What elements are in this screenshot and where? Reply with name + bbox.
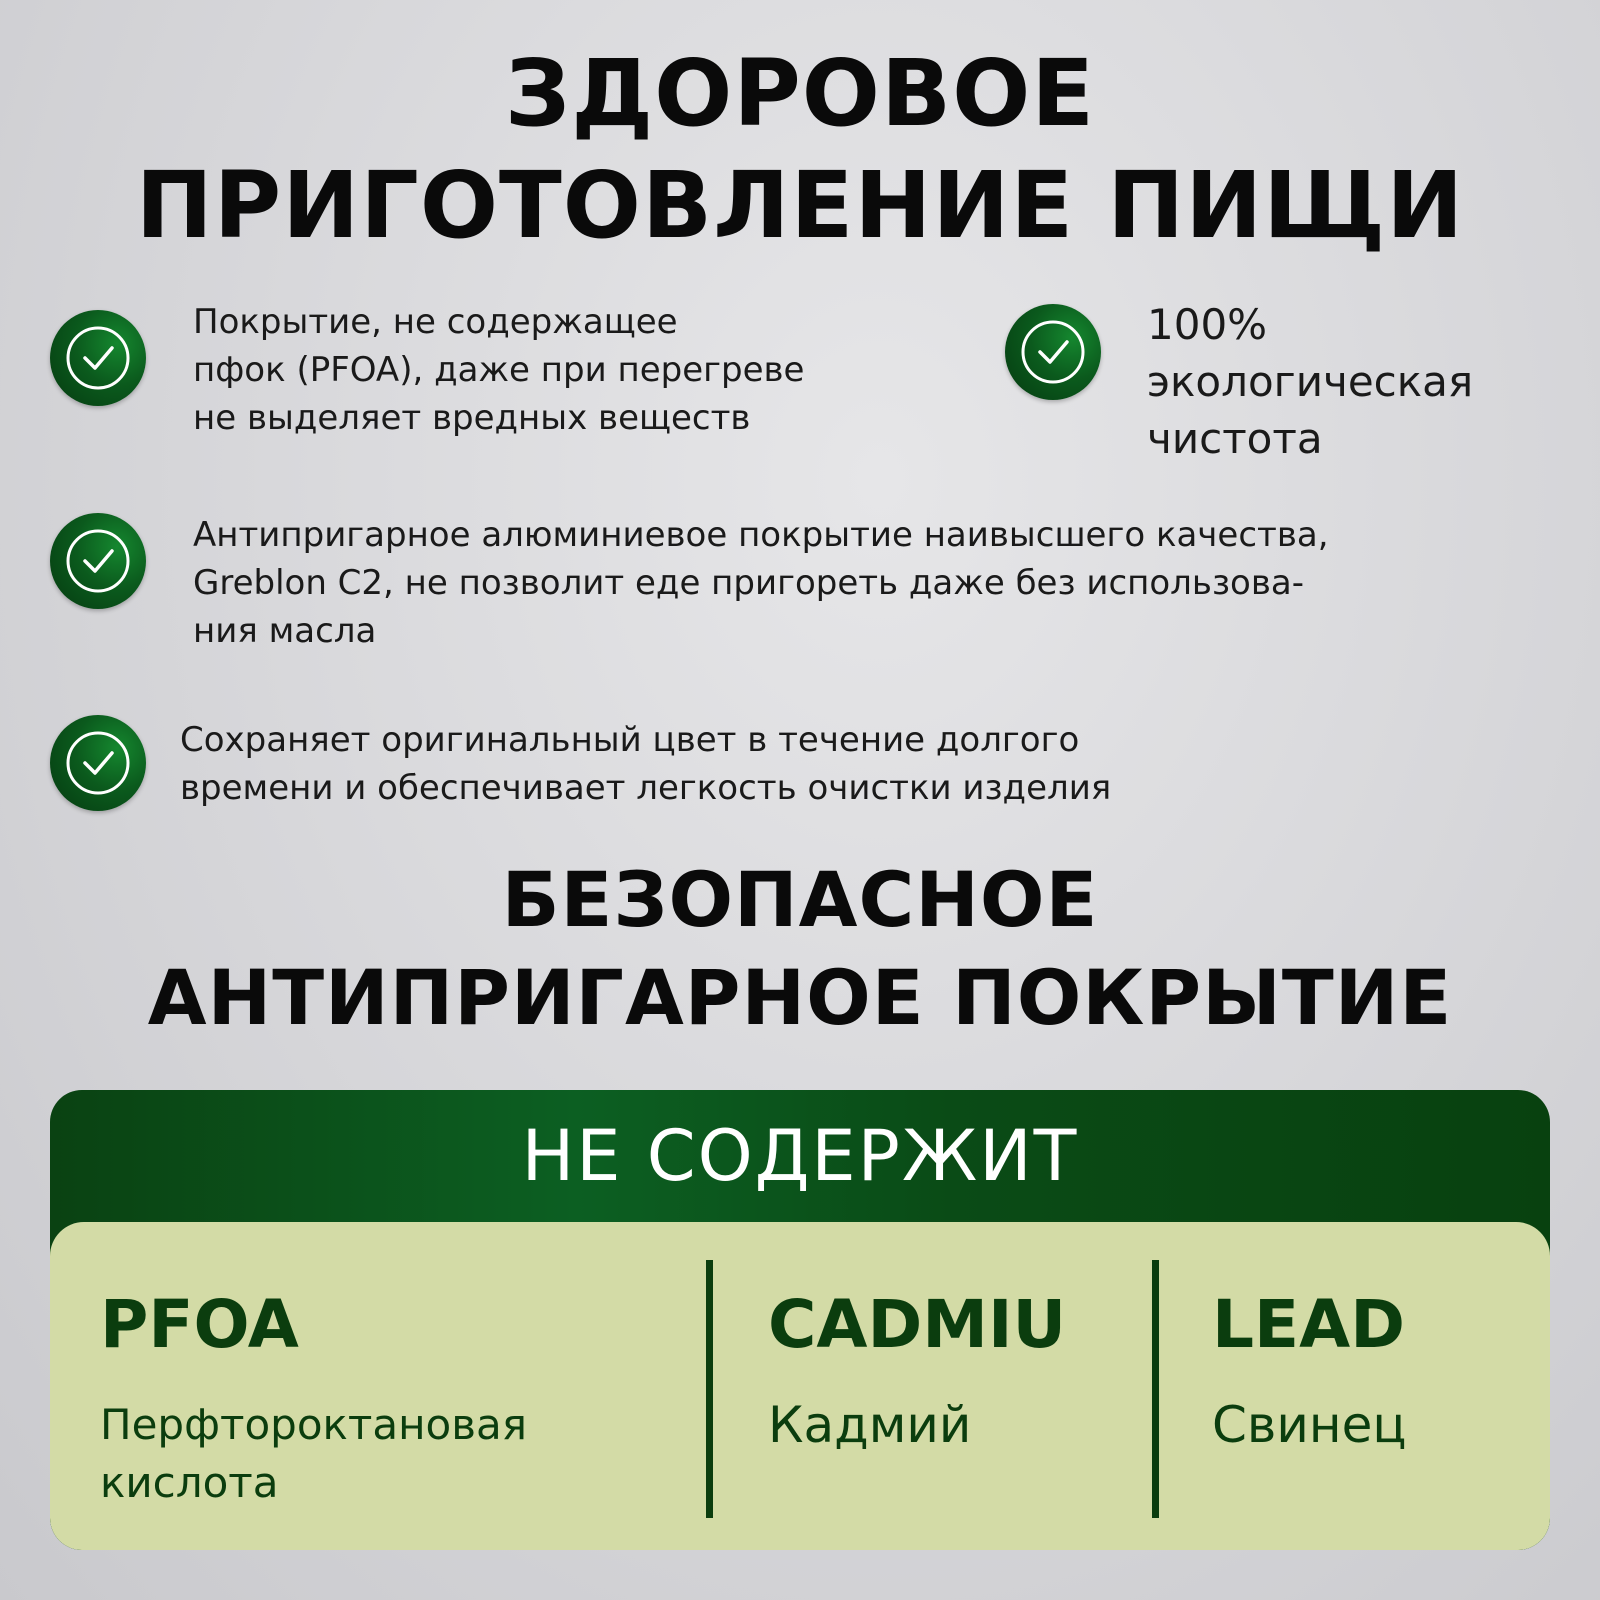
feature-color-retention: Сохраняет оригинальный цвет в течение долгого времени и обеспечивает легкость очистки изделия	[180, 720, 1112, 808]
does-not-contain-panel	[50, 1090, 1550, 1550]
safety-heading-line-1: БЕЗОПАСНОЕ	[501, 855, 1099, 944]
check-circle-icon	[1005, 304, 1101, 400]
main-heading-line-2: ПРИГОТОВЛЕНИЕ ПИЩИ	[135, 152, 1465, 259]
column-divider	[706, 1260, 713, 1518]
check-circle-icon	[50, 715, 146, 811]
safety-heading-line-2: АНТИПРИГАРНОЕ ПОКРЫТИЕ	[147, 953, 1453, 1042]
item-name: Кадмий	[768, 1396, 972, 1454]
item-code: LEAD	[1212, 1286, 1406, 1363]
item-name: Свинец	[1212, 1396, 1407, 1454]
panel-title: НЕ СОДЕРЖИТ	[521, 1115, 1079, 1197]
item-name: Перфтороктановая кислота	[100, 1400, 527, 1507]
panel-body	[50, 1222, 1550, 1550]
check-circle-icon	[50, 513, 146, 609]
feature-eco: 100% экологическая чистота	[1147, 300, 1474, 463]
column-divider	[1152, 1260, 1159, 1518]
feature-pfoa-free: Покрытие, не содержащее пфок (PFOA), даже при перегреве не выделяет вредных веществ	[193, 302, 805, 438]
item-code: CADMIU	[768, 1286, 1067, 1363]
main-heading-line-1: ЗДОРОВОЕ	[504, 40, 1096, 147]
check-circle-icon	[50, 310, 146, 406]
item-code: PFOA	[100, 1286, 299, 1363]
feature-greblon: Антипригарное алюминиевое покрытие наивысшего качества, Greblon C2, не позволит еде пригореть даже без использова- ния масла	[193, 515, 1329, 651]
